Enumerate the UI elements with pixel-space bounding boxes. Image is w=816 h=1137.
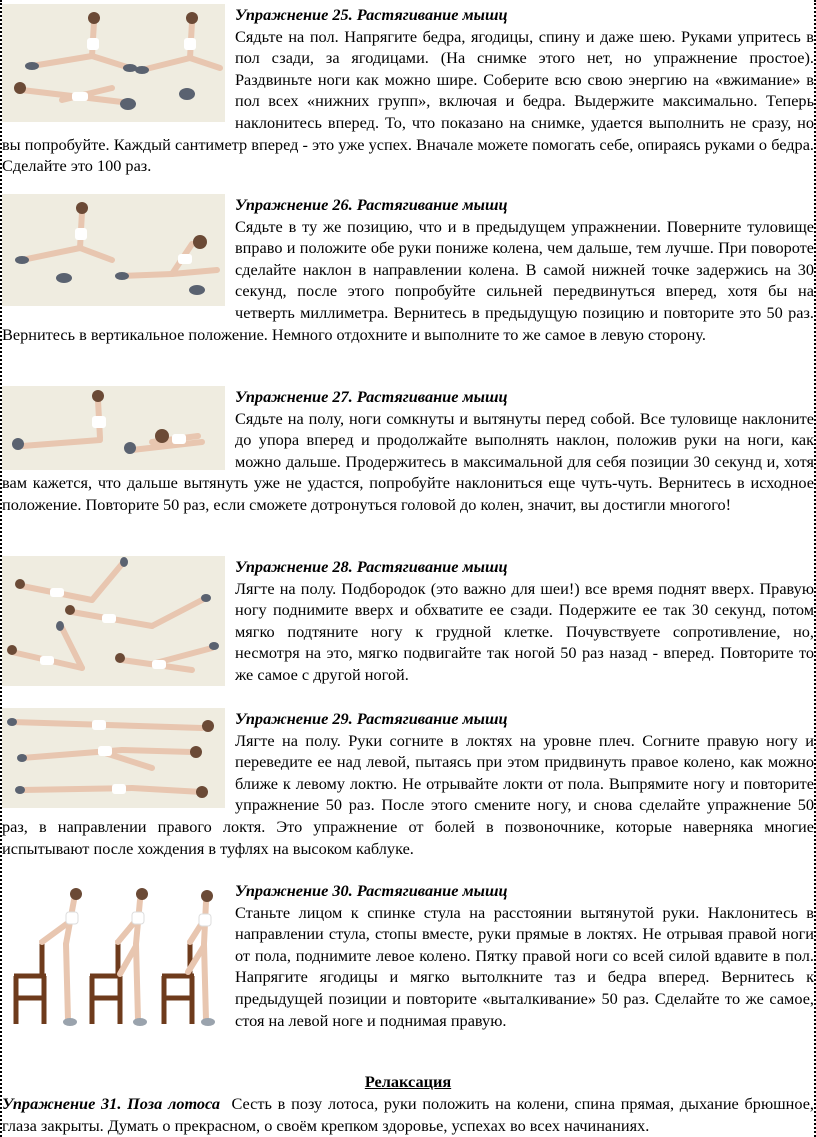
exercise-26-photo bbox=[2, 194, 225, 306]
exercise-25-photo bbox=[2, 4, 225, 122]
exercise-text: Лягте на полу. Подбородок (это важно для шеи!) все время поднят вверх. Правую ногу поднимите вверх и обхватите ее сзади. Подержите ее так 30 секунд, потом мягко подтяните ногу к грудной клетке. Почувствуете сопротивление, но, несмотря на это, мягко подвигайте так ногой 50 раз назад - вперед. Повторите то же самое с другой ногой. bbox=[235, 578, 814, 684]
exercise-25 bbox=[2, 4, 814, 177]
exercise-title: Упражнение 25. Растягивание мышц bbox=[235, 5, 508, 24]
exercise-31 bbox=[2, 1093, 814, 1136]
exercise-title: Упражнение 26. Растягивание мышц bbox=[235, 195, 508, 214]
exercise-title: Упражнение 30. Растягивание мышц bbox=[235, 881, 508, 900]
exercise-30 bbox=[2, 880, 814, 1031]
exercise-28 bbox=[2, 556, 814, 686]
exercise-title: Упражнение 29. Растягивание мышц bbox=[235, 709, 508, 728]
exercise-title: Упражнение 28. Растягивание мышц bbox=[235, 557, 508, 576]
exercise-29-photo bbox=[2, 708, 225, 808]
exercise-text: Сесть в позу лотоса, руки положить на колени, спина прямая, дыхание брюшное, глаза закрыты. Думать о прекрасном, о своём крепком здоровье, успехах во всех начинаниях. bbox=[2, 1094, 814, 1135]
exercise-title: Упражнение 27. Растягивание мышц bbox=[235, 387, 508, 406]
exercise-text: Станьте лицом к спинке стула на расстоянии вытянутой руки. Наклонитесь в направлении стула, стопы вместе, руки прямые в локтях. Не отрывая правой ноги от пола, поднимите левое колено. Пятку правой ноги со всей силой вдавите в пол. Напрягите ягодицы и мягко вытолкните таз и бедра вперед. Вернитесь к предыдущей позиции и повторите «выталкивание» 50 раз. Сделайте то же самое, стоя на левой ноге и поднимая правую. bbox=[235, 902, 814, 1030]
exercise-27-photo bbox=[2, 386, 225, 470]
exercise-30-photo bbox=[2, 880, 225, 1030]
relaxation-heading: Релаксация bbox=[364, 1072, 452, 1091]
exercise-title: Упражнение 31. Поза лотоса bbox=[2, 1094, 220, 1113]
exercise-text: Лягте на полу. Руки согните в локтях на уровне плеч. Согните правую ногу и переведите ее над левой, пытаясь при этом придвинуть правое колено, как можно ближе к левому локтю. Не отрывайте локти от пола. Выпрямите ногу и повторите упражнение 50 раз. После этого смените ногу, и снова сделайте упражнение 50 раз, в направлении правого локтя. Это упражнение от болей в позвоночнике, которые наверняка многие испытывают после хождения в туфлях на высоком каблуке. bbox=[2, 730, 814, 858]
exercise-text: Сядьте в ту же позицию, что и в предыдущем упражнении. Поверните туловище вправо и положите обе руки пониже колена, чем дальше, тем лучше. При повороте сделайте наклон в направлении колена. В самой нижней точке задержись на 30 секунд, после этого попробуйте сильней передвинуться вперед, хотя бы на четверть миллиметра. Вернитесь в предыдущую позицию и повторите это 50 раз. Вернитесь в вертикальное положение. Немного отдохните и выполните то же самое в левую сторону. bbox=[2, 216, 814, 344]
exercise-27 bbox=[2, 386, 814, 516]
exercise-text: Сядьте на пол. Напрягите бедра, ягодицы, спину и даже шею. Руками упритесь в пол сзади, за ягодицами. (На снимке этого нет, но упражнение простое). Раздвиньте ноги как можно шире. Соберите всю свою энергию на «вжимание» в пол всех «нижних групп», включая и бедра. Выдержите максимально. Теперь наклонитесь вперед. То, что показано на снимке, удается выполнить не сразу, но вы попробуйте. Каждый сантиметр вперед - это уже успех. Вначале можете помогать себе, опираясь руками о бедра. Сделайте это 100 раз. bbox=[2, 26, 814, 176]
exercise-text: Сядьте на полу, ноги сомкнуты и вытянуты перед собой. Все туловище наклоните до упора вперед и продолжайте выполнять наклон, положив руки на ноги, как можно дальше. Продержитесь в максимальной для себя позиции 30 секунд и, хотя вам кажется, что дальше вытянуть уже не удастся, попробуйте наклониться еще чуть-чуть. Вернитесь в исходное положение. Повторите 50 раз, если сможете дотронуться головой до колен, значит, вы достигли многого! bbox=[2, 408, 814, 514]
exercise-29 bbox=[2, 708, 814, 859]
exercise-26 bbox=[2, 194, 814, 345]
exercise-28-photo bbox=[2, 556, 225, 686]
